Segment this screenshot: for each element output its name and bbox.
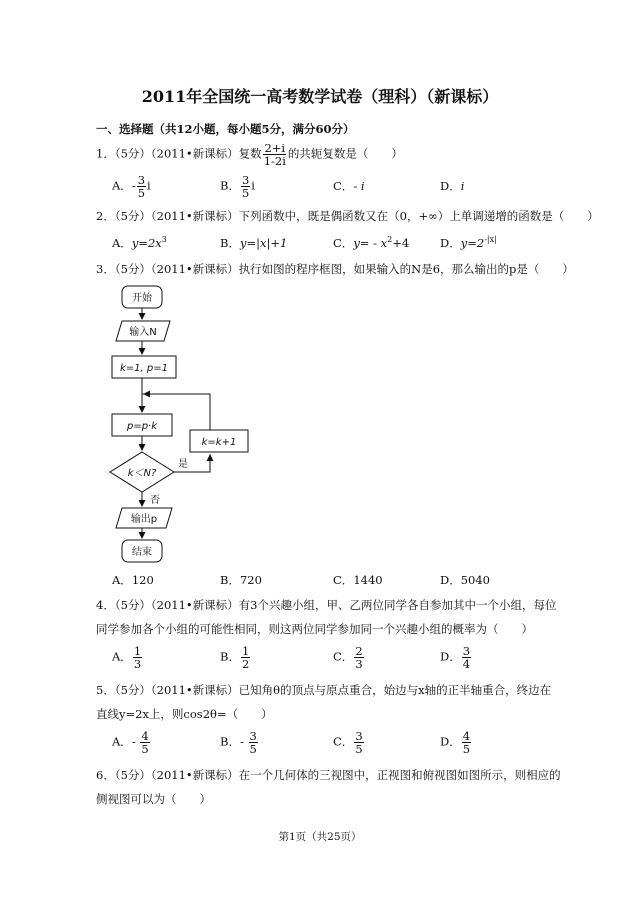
flow-incr-label: k=k+1 <box>201 437 237 448</box>
q1-frac-num: 2+i <box>264 141 286 155</box>
flow-output-label: 输出p <box>130 514 158 525</box>
flow-input-label: 输入N <box>129 327 157 338</box>
page-title: 2011年全国统一高考数学试卷（理科）（新课标） <box>141 87 499 106</box>
flow-assign-label: p=p·k <box>126 421 158 432</box>
q1-frac-den: 1-2i <box>263 154 286 169</box>
question-4-line2: 同学参加各个小组的可能性相同，则这两位同学参加同一个兴趣小组的概率为（ ） <box>96 622 533 636</box>
section-heading: 一、选择题（共12小题，每小题5分，满分60分） <box>96 122 355 136</box>
q1-option-c: C．- i <box>333 179 365 193</box>
q5-option-b: B．- $\frac{3}{5}$ <box>220 729 257 757</box>
flow-yes-label: 是 <box>178 459 188 470</box>
flow-start-label: 开始 <box>132 293 152 304</box>
flow-end-label: 结束 <box>132 547 152 558</box>
q4-option-c: C． $\frac{2}{3}$ <box>333 644 363 672</box>
q2-option-d: D．$y=2^{-|x|}$ <box>440 235 497 250</box>
q4-option-a: A． $\frac{1}{3}$ <box>112 644 142 672</box>
q1-option-a: A．- $\frac{3}{5}$ i <box>112 173 151 201</box>
q3-option-c: C．1440 <box>333 573 383 587</box>
q4-option-d: D． $\frac{3}{4}$ <box>440 644 471 672</box>
q4-option-b: B． $\frac{1}{2}$ <box>220 644 250 672</box>
flow-condition-label: k＜N? <box>127 468 157 479</box>
q1-suffix: 的共轭复数是（ ） <box>287 146 403 161</box>
q2-option-a: A．$y=2x^3$ <box>112 235 167 250</box>
q5-option-a: A．- $\frac{4}{5}$ <box>112 729 149 757</box>
question-4-line1: 4．（5分）（2011•新课标）有3个兴趣小组，甲、乙两位同学各自参加其中一个小组，每位 <box>96 598 557 612</box>
question-5-line2: 直线y=2x上，则cos2θ=（ ） <box>96 707 273 721</box>
question-5-line1: 5．（5分）（2011•新课标）已知角θ的顶点与原点重合，始边与x轴的正半轴重合，终边在 <box>96 683 552 697</box>
q2-option-b: B．y=|x|+1 <box>220 236 288 250</box>
q2-option-c: C．$y= - x^2+4$ <box>333 235 410 250</box>
question-3: 3．（5分）（2011•新课标）执行如图的程序框图，如果输入的N是6，那么输出的p是（ ） <box>96 262 574 276</box>
flow-no-label: 否 <box>150 495 160 506</box>
q1-prefix: 1．（5分）（2011•新课标）复数 <box>96 146 262 161</box>
q3-option-a: A．120 <box>112 573 154 587</box>
q1-option-d: D．i <box>440 179 465 193</box>
q3-option-b: B．720 <box>220 573 262 587</box>
question-6-line1: 6．（5分）（2011•新课标）在一个几何体的三视图中，正视图和俯视图如图所示，则相应的 <box>96 768 561 782</box>
q5-option-d: D． $\frac{4}{5}$ <box>440 729 471 757</box>
q5-option-c: C． $\frac{3}{5}$ <box>333 729 363 757</box>
flow-init-label: k=1, p=1 <box>120 363 168 374</box>
question-6-line2: 侧视图可以为（ ） <box>96 792 211 806</box>
q1-fraction <box>263 142 287 167</box>
question-2: 2．（5分）（2011•新课标）下列函数中，既是偶函数又在（0，+∞）上单调递增的函数是（ ） <box>96 209 599 223</box>
q1-option-b: B． $\frac{3}{5}$ i <box>220 173 255 201</box>
question-1 <box>96 142 403 167</box>
q3-option-d: D．5040 <box>440 573 491 587</box>
flowchart <box>100 282 260 568</box>
page-footer: 第1页（共25页） <box>278 831 362 843</box>
